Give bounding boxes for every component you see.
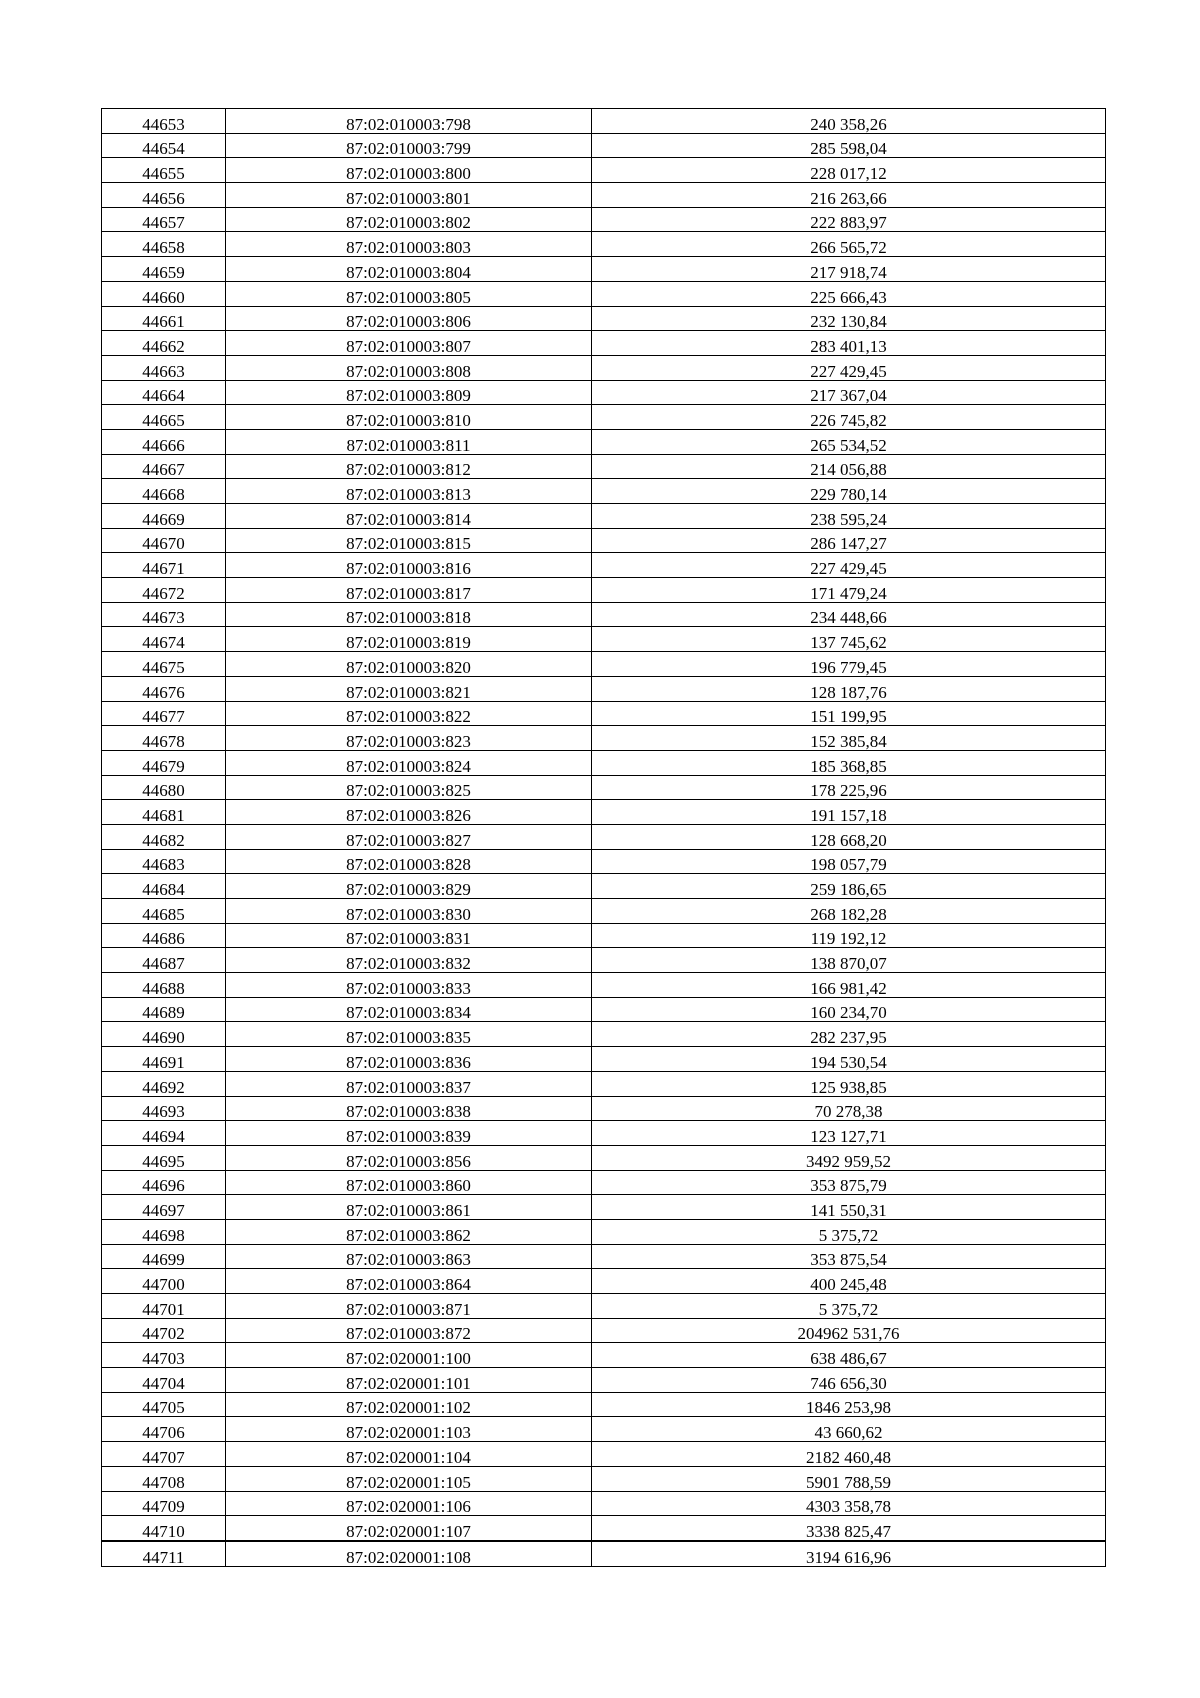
- table-row: [102, 800, 1106, 825]
- row-number-cell: 44658: [102, 232, 226, 257]
- row-number-cell: 44661: [102, 306, 226, 331]
- row-number-cell: 44703: [102, 1343, 226, 1368]
- value-cell: 43 660,62: [592, 1417, 1106, 1442]
- table-row: [102, 405, 1106, 430]
- value-cell: 123 127,71: [592, 1121, 1106, 1146]
- value-cell: 194 530,54: [592, 1047, 1106, 1072]
- cadastral-number-cell: 87:02:010003:815: [226, 528, 592, 553]
- row-number-cell: 44700: [102, 1269, 226, 1294]
- cadastral-number-cell: 87:02:010003:822: [226, 701, 592, 726]
- value-cell: 285 598,04: [592, 133, 1106, 158]
- value-cell: 226 745,82: [592, 405, 1106, 430]
- cadastral-number-cell: 87:02:010003:808: [226, 355, 592, 380]
- table-row: [102, 1491, 1106, 1516]
- table-row: [102, 1516, 1106, 1541]
- row-number-cell: 44663: [102, 355, 226, 380]
- table-row: [102, 775, 1106, 800]
- row-number-cell: 44666: [102, 429, 226, 454]
- table-row: [102, 1392, 1106, 1417]
- value-cell: 178 225,96: [592, 775, 1106, 800]
- cadastral-number-cell: 87:02:010003:828: [226, 849, 592, 874]
- row-number-cell: 44684: [102, 874, 226, 899]
- value-cell: 225 666,43: [592, 281, 1106, 306]
- cadastral-number-cell: 87:02:010003:813: [226, 479, 592, 504]
- cadastral-number-cell: 87:02:010003:803: [226, 232, 592, 257]
- cadastral-number-cell: 87:02:010003:827: [226, 824, 592, 849]
- cadastral-number-cell: 87:02:020001:106: [226, 1491, 592, 1516]
- cadastral-number-cell: 87:02:010003:833: [226, 973, 592, 998]
- cadastral-number-cell: 87:02:010003:807: [226, 331, 592, 356]
- row-number-cell: 44704: [102, 1368, 226, 1393]
- table-row: [102, 824, 1106, 849]
- table-row: [102, 1318, 1106, 1343]
- row-number-cell: 44656: [102, 183, 226, 208]
- table-row: [102, 578, 1106, 603]
- row-number-cell: 44673: [102, 602, 226, 627]
- table-row: [102, 923, 1106, 948]
- row-number-cell: 44677: [102, 701, 226, 726]
- row-number-cell: 44669: [102, 504, 226, 529]
- row-number-cell: 44702: [102, 1318, 226, 1343]
- table-row: [102, 1195, 1106, 1220]
- row-number-cell: 44676: [102, 676, 226, 701]
- table-row: [102, 726, 1106, 751]
- table-row: [102, 602, 1106, 627]
- cadastral-number-cell: 87:02:010003:811: [226, 429, 592, 454]
- data-table: [101, 108, 1106, 1567]
- value-cell: 3492 959,52: [592, 1145, 1106, 1170]
- cadastral-number-cell: 87:02:010003:821: [226, 676, 592, 701]
- value-cell: 128 187,76: [592, 676, 1106, 701]
- value-cell: 3194 616,96: [592, 1541, 1106, 1566]
- row-number-cell: 44708: [102, 1466, 226, 1491]
- row-number-cell: 44691: [102, 1047, 226, 1072]
- cadastral-number-cell: 87:02:010003:801: [226, 183, 592, 208]
- value-cell: 353 875,54: [592, 1244, 1106, 1269]
- value-cell: 229 780,14: [592, 479, 1106, 504]
- value-cell: 1846 253,98: [592, 1392, 1106, 1417]
- row-number-cell: 44685: [102, 899, 226, 924]
- row-number-cell: 44662: [102, 331, 226, 356]
- cadastral-number-cell: 87:02:010003:805: [226, 281, 592, 306]
- table-row: [102, 627, 1106, 652]
- table-row: [102, 479, 1106, 504]
- row-number-cell: 44688: [102, 973, 226, 998]
- cadastral-number-cell: 87:02:010003:800: [226, 158, 592, 183]
- cadastral-number-cell: 87:02:010003:802: [226, 207, 592, 232]
- value-cell: 152 385,84: [592, 726, 1106, 751]
- table-row: [102, 750, 1106, 775]
- row-number-cell: 44690: [102, 1022, 226, 1047]
- cadastral-number-cell: 87:02:010003:838: [226, 1096, 592, 1121]
- value-cell: 166 981,42: [592, 973, 1106, 998]
- value-cell: 4303 358,78: [592, 1491, 1106, 1516]
- table-row: [102, 109, 1106, 134]
- cadastral-number-cell: 87:02:010003:817: [226, 578, 592, 603]
- value-cell: 234 448,66: [592, 602, 1106, 627]
- value-cell: 259 186,65: [592, 874, 1106, 899]
- cadastral-number-cell: 87:02:010003:861: [226, 1195, 592, 1220]
- value-cell: 286 147,27: [592, 528, 1106, 553]
- value-cell: 137 745,62: [592, 627, 1106, 652]
- cadastral-number-cell: 87:02:010003:824: [226, 750, 592, 775]
- cadastral-number-cell: 87:02:010003:831: [226, 923, 592, 948]
- value-cell: 185 368,85: [592, 750, 1106, 775]
- cadastral-number-cell: 87:02:010003:818: [226, 602, 592, 627]
- cadastral-number-cell: 87:02:010003:798: [226, 109, 592, 134]
- cadastral-number-cell: 87:02:020001:102: [226, 1392, 592, 1417]
- value-cell: 151 199,95: [592, 701, 1106, 726]
- cadastral-number-cell: 87:02:010003:810: [226, 405, 592, 430]
- row-number-cell: 44671: [102, 553, 226, 578]
- cadastral-number-cell: 87:02:020001:101: [226, 1368, 592, 1393]
- cadastral-number-cell: 87:02:020001:100: [226, 1343, 592, 1368]
- table-row: [102, 1269, 1106, 1294]
- cadastral-number-cell: 87:02:020001:108: [226, 1541, 592, 1566]
- cadastral-number-cell: 87:02:010003:799: [226, 133, 592, 158]
- row-number-cell: 44682: [102, 824, 226, 849]
- table-row: [102, 1294, 1106, 1319]
- row-number-cell: 44675: [102, 652, 226, 677]
- cadastral-number-cell: 87:02:020001:104: [226, 1442, 592, 1467]
- value-cell: 138 870,07: [592, 948, 1106, 973]
- cadastral-number-cell: 87:02:010003:823: [226, 726, 592, 751]
- value-cell: 217 918,74: [592, 257, 1106, 282]
- table-row: [102, 701, 1106, 726]
- row-number-cell: 44705: [102, 1392, 226, 1417]
- row-number-cell: 44711: [102, 1541, 226, 1566]
- table-row: [102, 1442, 1106, 1467]
- table-row: [102, 504, 1106, 529]
- value-cell: 266 565,72: [592, 232, 1106, 257]
- cadastral-number-cell: 87:02:010003:804: [226, 257, 592, 282]
- value-cell: 238 595,24: [592, 504, 1106, 529]
- table-row: [102, 1121, 1106, 1146]
- table-row: [102, 1244, 1106, 1269]
- table-row: [102, 355, 1106, 380]
- value-cell: 232 130,84: [592, 306, 1106, 331]
- table-row: [102, 1368, 1106, 1393]
- value-cell: 227 429,45: [592, 553, 1106, 578]
- row-number-cell: 44696: [102, 1170, 226, 1195]
- table-row: [102, 553, 1106, 578]
- table-row: [102, 874, 1106, 899]
- row-number-cell: 44710: [102, 1516, 226, 1541]
- cadastral-number-cell: 87:02:010003:830: [226, 899, 592, 924]
- table-row: [102, 1145, 1106, 1170]
- row-number-cell: 44680: [102, 775, 226, 800]
- cadastral-number-cell: 87:02:010003:872: [226, 1318, 592, 1343]
- cadastral-number-cell: 87:02:010003:835: [226, 1022, 592, 1047]
- value-cell: 268 182,28: [592, 899, 1106, 924]
- cadastral-number-cell: 87:02:010003:839: [226, 1121, 592, 1146]
- table-row: [102, 429, 1106, 454]
- table-row: [102, 1022, 1106, 1047]
- row-number-cell: 44686: [102, 923, 226, 948]
- table-row: [102, 207, 1106, 232]
- table-row: [102, 997, 1106, 1022]
- row-number-cell: 44667: [102, 454, 226, 479]
- value-cell: 228 017,12: [592, 158, 1106, 183]
- row-number-cell: 44664: [102, 380, 226, 405]
- table-row: [102, 1219, 1106, 1244]
- row-number-cell: 44655: [102, 158, 226, 183]
- row-number-cell: 44660: [102, 281, 226, 306]
- row-number-cell: 44693: [102, 1096, 226, 1121]
- cadastral-number-cell: 87:02:010003:832: [226, 948, 592, 973]
- value-cell: 353 875,79: [592, 1170, 1106, 1195]
- row-number-cell: 44697: [102, 1195, 226, 1220]
- cadastral-number-cell: 87:02:010003:862: [226, 1219, 592, 1244]
- table-row: [102, 1071, 1106, 1096]
- cadastral-number-cell: 87:02:010003:863: [226, 1244, 592, 1269]
- table-row: [102, 1417, 1106, 1442]
- value-cell: 265 534,52: [592, 429, 1106, 454]
- cadastral-number-cell: 87:02:010003:836: [226, 1047, 592, 1072]
- table-row: [102, 183, 1106, 208]
- cadastral-number-cell: 87:02:010003:829: [226, 874, 592, 899]
- table-row: [102, 652, 1106, 677]
- value-cell: 214 056,88: [592, 454, 1106, 479]
- table-row: [102, 973, 1106, 998]
- value-cell: 160 234,70: [592, 997, 1106, 1022]
- cadastral-number-cell: 87:02:010003:837: [226, 1071, 592, 1096]
- cadastral-number-cell: 87:02:010003:809: [226, 380, 592, 405]
- table-row: [102, 849, 1106, 874]
- value-cell: 204962 531,76: [592, 1318, 1106, 1343]
- value-cell: 198 057,79: [592, 849, 1106, 874]
- table-row: [102, 1047, 1106, 1072]
- table-row: [102, 1466, 1106, 1491]
- table-row: [102, 528, 1106, 553]
- value-cell: 70 278,38: [592, 1096, 1106, 1121]
- row-number-cell: 44709: [102, 1491, 226, 1516]
- row-number-cell: 44678: [102, 726, 226, 751]
- row-number-cell: 44672: [102, 578, 226, 603]
- value-cell: 240 358,26: [592, 109, 1106, 134]
- table-row: [102, 899, 1106, 924]
- cadastral-number-cell: 87:02:020001:103: [226, 1417, 592, 1442]
- table-row: [102, 133, 1106, 158]
- row-number-cell: 44657: [102, 207, 226, 232]
- cadastral-number-cell: 87:02:010003:825: [226, 775, 592, 800]
- value-cell: 282 237,95: [592, 1022, 1106, 1047]
- value-cell: 283 401,13: [592, 331, 1106, 356]
- row-number-cell: 44701: [102, 1294, 226, 1319]
- cadastral-number-cell: 87:02:010003:806: [226, 306, 592, 331]
- value-cell: 227 429,45: [592, 355, 1106, 380]
- table-row: [102, 1096, 1106, 1121]
- row-number-cell: 44689: [102, 997, 226, 1022]
- value-cell: 5901 788,59: [592, 1466, 1106, 1491]
- cadastral-number-cell: 87:02:010003:812: [226, 454, 592, 479]
- table-body: [102, 109, 1106, 1567]
- cadastral-number-cell: 87:02:010003:816: [226, 553, 592, 578]
- row-number-cell: 44699: [102, 1244, 226, 1269]
- table-row: [102, 281, 1106, 306]
- row-number-cell: 44683: [102, 849, 226, 874]
- value-cell: 5 375,72: [592, 1294, 1106, 1319]
- value-cell: 3338 825,47: [592, 1516, 1106, 1541]
- table-row: [102, 1541, 1106, 1566]
- table-row: [102, 232, 1106, 257]
- row-number-cell: 44670: [102, 528, 226, 553]
- cadastral-number-cell: 87:02:010003:856: [226, 1145, 592, 1170]
- value-cell: 216 263,66: [592, 183, 1106, 208]
- cadastral-number-cell: 87:02:010003:814: [226, 504, 592, 529]
- value-cell: 2182 460,48: [592, 1442, 1106, 1467]
- row-number-cell: 44679: [102, 750, 226, 775]
- value-cell: 191 157,18: [592, 800, 1106, 825]
- cadastral-number-cell: 87:02:010003:834: [226, 997, 592, 1022]
- cadastral-number-cell: 87:02:010003:871: [226, 1294, 592, 1319]
- cadastral-number-cell: 87:02:010003:864: [226, 1269, 592, 1294]
- row-number-cell: 44668: [102, 479, 226, 504]
- value-cell: 746 656,30: [592, 1368, 1106, 1393]
- value-cell: 125 938,85: [592, 1071, 1106, 1096]
- table-row: [102, 380, 1106, 405]
- cadastral-number-cell: 87:02:010003:860: [226, 1170, 592, 1195]
- value-cell: 141 550,31: [592, 1195, 1106, 1220]
- value-cell: 171 479,24: [592, 578, 1106, 603]
- table-row: [102, 306, 1106, 331]
- row-number-cell: 44681: [102, 800, 226, 825]
- row-number-cell: 44706: [102, 1417, 226, 1442]
- row-number-cell: 44653: [102, 109, 226, 134]
- table-row: [102, 948, 1106, 973]
- row-number-cell: 44695: [102, 1145, 226, 1170]
- row-number-cell: 44674: [102, 627, 226, 652]
- value-cell: 128 668,20: [592, 824, 1106, 849]
- value-cell: 400 245,48: [592, 1269, 1106, 1294]
- cadastral-number-cell: 87:02:010003:819: [226, 627, 592, 652]
- cadastral-number-cell: 87:02:020001:107: [226, 1516, 592, 1541]
- row-number-cell: 44687: [102, 948, 226, 973]
- value-cell: 119 192,12: [592, 923, 1106, 948]
- row-number-cell: 44692: [102, 1071, 226, 1096]
- cadastral-number-cell: 87:02:010003:826: [226, 800, 592, 825]
- table-row: [102, 1343, 1106, 1368]
- value-cell: 638 486,67: [592, 1343, 1106, 1368]
- row-number-cell: 44707: [102, 1442, 226, 1467]
- value-cell: 196 779,45: [592, 652, 1106, 677]
- table-row: [102, 676, 1106, 701]
- table-row: [102, 158, 1106, 183]
- value-cell: 217 367,04: [592, 380, 1106, 405]
- table-row: [102, 331, 1106, 356]
- row-number-cell: 44654: [102, 133, 226, 158]
- value-cell: 222 883,97: [592, 207, 1106, 232]
- table-row: [102, 257, 1106, 282]
- row-number-cell: 44659: [102, 257, 226, 282]
- table-row: [102, 1170, 1106, 1195]
- cadastral-number-cell: 87:02:020001:105: [226, 1466, 592, 1491]
- value-cell: 5 375,72: [592, 1219, 1106, 1244]
- row-number-cell: 44665: [102, 405, 226, 430]
- table-row: [102, 454, 1106, 479]
- cadastral-number-cell: 87:02:010003:820: [226, 652, 592, 677]
- row-number-cell: 44698: [102, 1219, 226, 1244]
- row-number-cell: 44694: [102, 1121, 226, 1146]
